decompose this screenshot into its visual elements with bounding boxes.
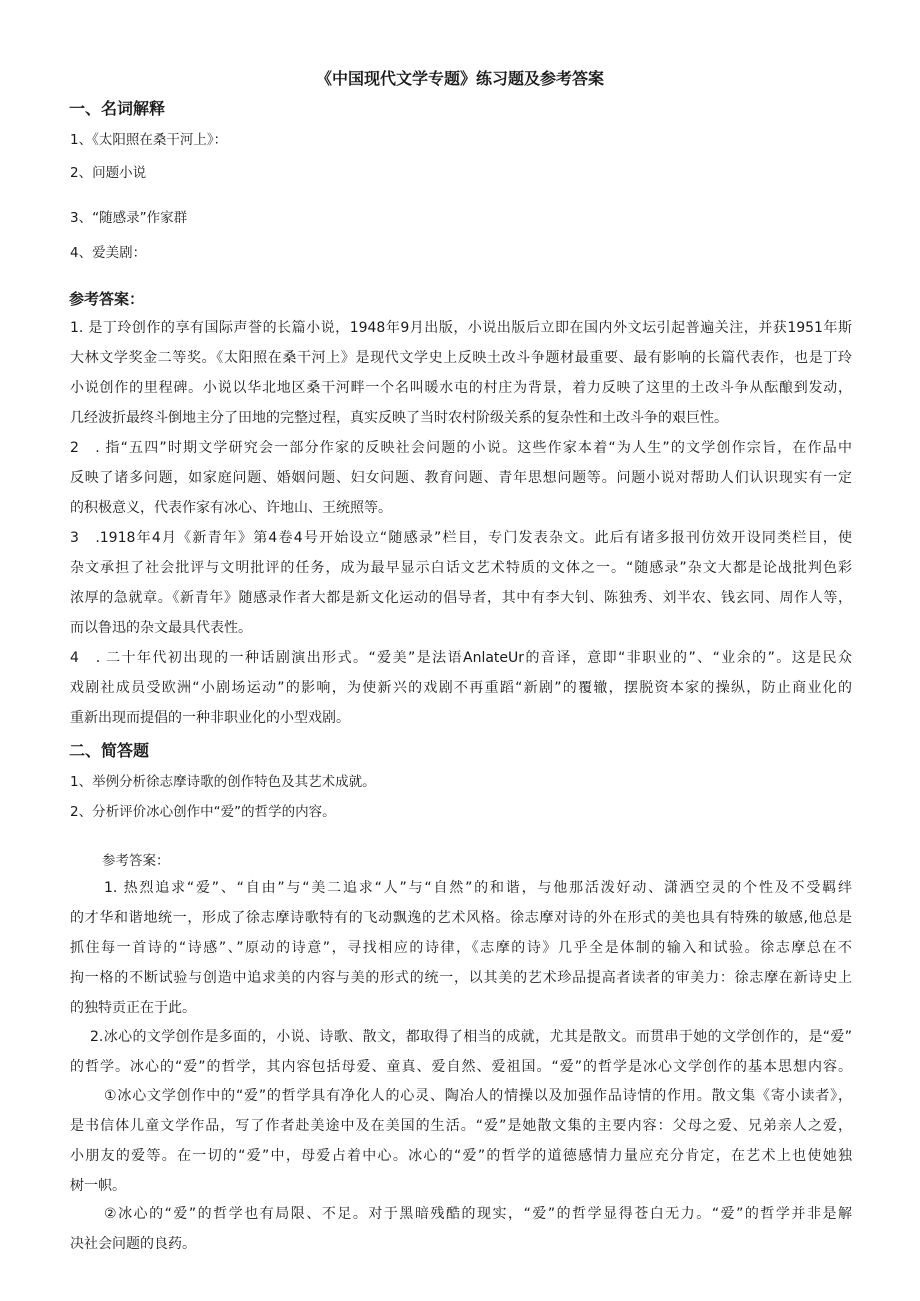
answer-line: ①冰心文学创作中的“爱”的哲学具有净化人的心灵、陶冶人的情操以及加强作品诗情的作用。散文集《寄小读者》， (104, 1088, 852, 1104)
question-item: 3、“随感录”作家群 (70, 210, 188, 226)
section-heading-short-answer: 二、简答题 (69, 741, 150, 760)
answer-line: 的才华和谐地统一，形成了徐志摩诗歌特有的飞动飘逸的艺术风格。徐志摩对诗的外在形式的美也具有特殊的敏感,他总是 (70, 910, 852, 926)
answer-line: 小说创作的里程碑。小说以华北地区桑干河畔一个名叫暖水屯的村庄为背景，着力反映了这里的土改斗争从酝酿到发动， (70, 380, 852, 396)
document-title: 《中国现代文学专题》练习题及参考答案 (315, 69, 604, 88)
answer-paragraph (70, 1022, 852, 1082)
answer-line: 3 .1918年4月《新青年》第4卷4号开始设立“随感录”栏目，专门发表杂文。此后有诸多报刊仿效开设同类栏目，使 (70, 530, 852, 546)
answer-label: 参考答案： (102, 853, 170, 869)
question-item: 4、爱美剧： (70, 245, 147, 261)
answer-paragraph (70, 1081, 852, 1201)
answer-line: 小朋友的爱等。在一切的“爱”中，母爱占着中心。冰心的“爱”的哲学的道德感情力量应充分肯定，在艺术上也使她独 (70, 1148, 852, 1164)
question-item: 2、分析评价冰心创作中“爱”的哲学的内容。 (70, 804, 336, 820)
answer-line: 拘一格的不断试验与创造中追求美的内容与美的形式的统一，以其美的艺术珍品提高者读者的审美力：徐志摩在新诗史上 (70, 970, 852, 986)
answer-paragraph (70, 433, 852, 523)
answer-paragraph (70, 1199, 852, 1259)
answer-line: 的独特贡正在于此。 (70, 1000, 196, 1016)
answer-line: 几经波折最终斗倒地主分了田地的完整过程，真实反映了当时农村阶级关系的复杂性和土改斗争的艰巨性。 (70, 410, 728, 426)
answer-label: 参考答案： (69, 290, 145, 308)
answer-line: 大林文学奖金二等奖。《太阳照在桑干河上》是现代文学史上反映土改斗争题材最重要、最有影响的长篇代表作，也是丁玲 (70, 350, 852, 366)
answer-line: 杂文承担了社会批评与文明批评的任务，成为最早显示白话文艺术特质的文体之一。“随感录”杂文大都是论战批判色彩 (70, 560, 852, 576)
answer-paragraph (70, 523, 852, 643)
question-item: 2、问题小说 (70, 165, 147, 181)
answer-line: 2.冰心的文学创作是多面的，小说、诗歌、散文，都取得了相当的成就，尤其是散文。而贯串于她的文学创作的，是“爱” (90, 1029, 852, 1045)
answer-line: 是书信体儿童文学作品，写了作者赴美途中及在美国的生活。“爱”是她散文集的主要内容：父母之爱、兄弟亲人之爱， (70, 1118, 852, 1134)
answer-line: 1. 热烈追求“爱”、“自由”与“美二追求“人”与“自然”的和谐，与他那活泼好动、潇洒空灵的个性及不受羁绊 (104, 880, 852, 896)
answer-line: ②冰心的“爱”的哲学也有局限、不足。对于黑暗残酷的现实，“爱”的哲学显得苍白无力。“爱”的哲学并非是解 (104, 1206, 852, 1222)
answer-line: 的哲学。冰心的“爱”的哲学，其内容包括母爱、童真、爱自然、爱祖国。“爱”的哲学是冰心文学创作的基本思想内容。 (70, 1059, 852, 1075)
answer-line: 决社会问题的良药。 (70, 1236, 196, 1252)
answer-line: 戏剧社成员受欧洲“小剧场运动”的影响，为使新兴的戏剧不再重蹈“新剧”的覆辙，摆脱资本家的操纵，防止商业化的 (70, 680, 852, 696)
answer-line: 浓厚的急就章。《新青年》随感录作者大都是新文化运动的倡导者，其中有李大钊、陈独秀、刘半农、钱玄同、周作人等， (70, 590, 852, 606)
answer-line: 4 . 二十年代初出现的一种话剧演出形式。“爱美”是法语AnlateUr的音译，意即“非职业的”、“业余的”。这是民众 (70, 650, 852, 666)
section-heading-definitions: 一、名词解释 (69, 99, 166, 118)
answer-line: 抓住每一首诗的“诗感”、”原动的诗意”，寻找相应的诗律，《志摩的诗》几乎全是体制的输入和试验。徐志摩总在不 (70, 940, 852, 956)
answer-line: 2 . 指“五四”时期文学研究会一部分作家的反映社会问题的小说。这些作家本着“为人生”的文学创作宗旨，在作品中 (70, 440, 852, 456)
answer-line: 的积极意义，代表作家有冰心、许地山、王统照等。 (70, 500, 392, 516)
answer-paragraph (70, 873, 852, 1023)
answer-paragraph (70, 313, 852, 433)
question-item: 1、《太阳照在桑干河上》： (70, 132, 228, 148)
answer-line: 1. 是丁玲创作的享有国际声誉的长篇小说，1948年9月出版，小说出版后立即在国内外文坛引起普遍关注，并获1951年斯 (70, 320, 852, 336)
question-item: 1、举例分析徐志摩诗歌的创作特色及其艺术成就。 (70, 774, 376, 790)
answer-line: 树一帜。 (70, 1178, 126, 1194)
answer-line: 而以鲁迅的杂文最具代表性。 (70, 620, 252, 636)
answer-line: 重新出现而提倡的一种非职业化的小型戏剧。 (70, 710, 350, 726)
answer-paragraph (70, 643, 852, 733)
answer-line: 反映了诸多问题，如家庭问题、婚姻问题、妇女问题、教育问题、青年思想问题等。问题小说对帮助人们认识现实有一定 (70, 470, 852, 486)
